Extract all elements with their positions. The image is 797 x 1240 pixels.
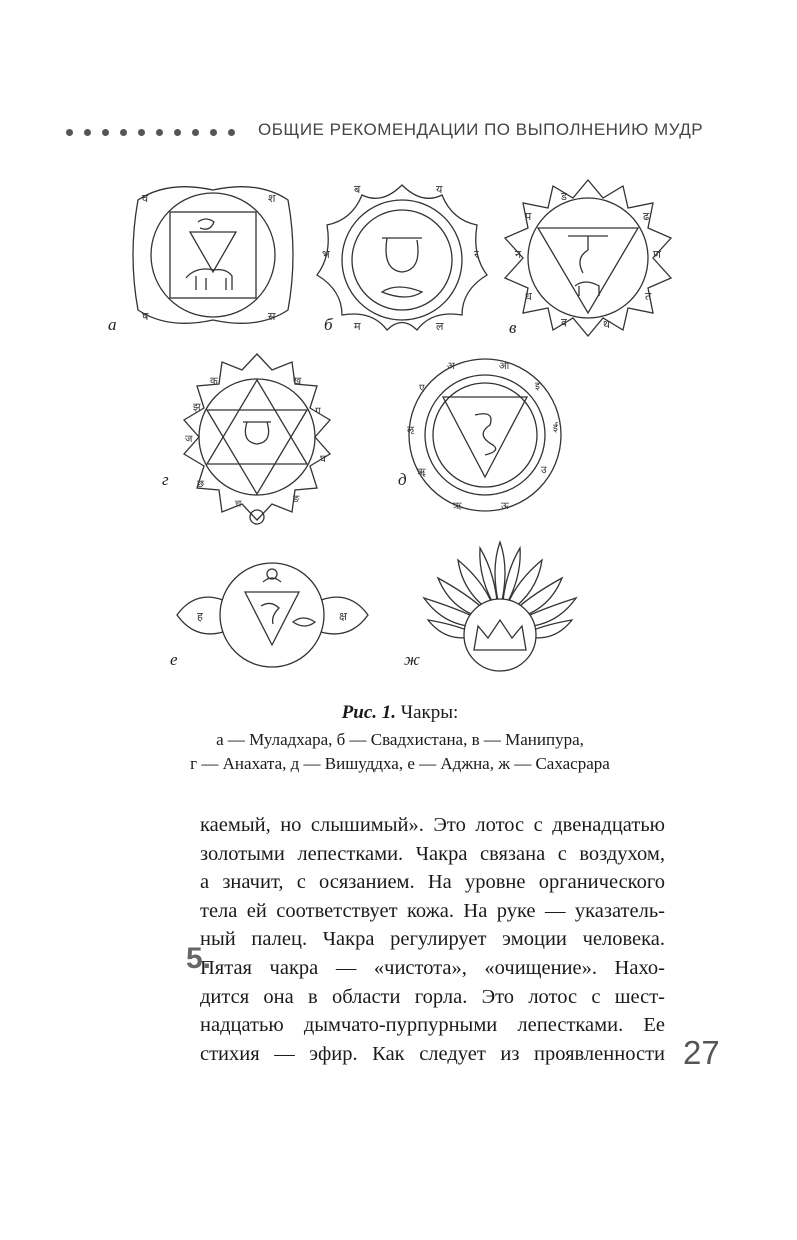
svg-text:ण: ण — [653, 248, 661, 261]
ajna-drawing — [175, 560, 370, 670]
sahasrara-drawing — [418, 540, 583, 675]
body-line: каемый, но слышимый». Это лотос с двенадцатью — [200, 814, 665, 836]
dot-icon — [174, 129, 181, 136]
svg-text:घ: घ — [320, 454, 326, 465]
caption-title-text: Чакры: — [396, 702, 459, 723]
svadhisthana-drawing — [312, 180, 492, 335]
svg-text:स: स — [268, 310, 276, 323]
svg-text:ढ: ढ — [643, 210, 650, 223]
anahata-drawing — [175, 352, 340, 527]
dot-icon — [156, 129, 163, 136]
running-header — [66, 120, 746, 144]
svg-text:ग: ग — [315, 406, 321, 417]
svg-text:ज: ज — [185, 434, 193, 445]
svg-text:ल: ल — [436, 320, 444, 333]
svg-text:प: प — [525, 210, 532, 223]
chakra-anahata-figure — [175, 352, 340, 527]
body-line: Пятая чакра — «чистота», «очищение». Нахо- — [200, 956, 665, 979]
svg-text:ई: ई — [553, 423, 558, 434]
body-line: надцатью дымчато-пурпурными лепестками. Ее — [200, 1014, 665, 1037]
body-line: а значит, с осязанием. На уровне органического — [200, 871, 665, 894]
svg-text:आ: आ — [499, 361, 510, 372]
dot-icon — [228, 129, 235, 136]
svg-text:व: व — [142, 192, 149, 205]
svg-text:भ: भ — [322, 248, 330, 261]
svg-text:अ: अ — [447, 361, 455, 372]
svg-text:झ: झ — [193, 402, 201, 413]
header-dots — [66, 129, 246, 137]
figure-label-e: е — [170, 650, 178, 669]
svg-text:श: श — [268, 192, 276, 205]
caption-prefix: Рис. 1. — [341, 702, 397, 723]
figure-label-b: б — [324, 315, 333, 334]
dot-icon — [138, 129, 145, 136]
chakra-svadhisthana-figure — [312, 180, 492, 335]
figure-caption-line-2: г — Анахата, д — Вишуддха, е — Аджна, ж — Сахасрара — [190, 754, 610, 773]
svg-text:न: न — [515, 248, 522, 261]
svg-text:य: य — [436, 183, 443, 196]
svg-text:द: द — [561, 316, 567, 329]
svg-text:ष: ष — [142, 310, 149, 323]
chakra-muladhara-figure — [128, 180, 298, 330]
figure-label-g: г — [162, 470, 169, 489]
svg-text:छ: छ — [197, 479, 205, 490]
svg-text:ए: ए — [419, 383, 425, 394]
svg-text:त: त — [645, 290, 652, 303]
svg-text:ङ: ङ — [293, 494, 300, 505]
svg-text:क: क — [210, 376, 218, 387]
dot-icon — [84, 129, 91, 136]
svg-text:उ: उ — [541, 465, 547, 476]
svg-text:ड: ड — [561, 190, 567, 203]
svg-text:ब: ब — [354, 183, 361, 196]
chakra-vishuddha-figure — [405, 355, 565, 515]
figure-caption-title — [100, 702, 700, 724]
svg-text:म: म — [354, 320, 361, 333]
svg-text:इ: इ — [535, 381, 540, 392]
figure-label-v: в — [509, 318, 517, 337]
body-line: ный палец. Чакра регулирует эмоции человека. — [200, 928, 665, 951]
page-number: 27 — [683, 1034, 720, 1071]
dot-icon — [192, 129, 199, 136]
figure-label-d: д — [398, 470, 407, 489]
dot-icon — [120, 129, 127, 136]
dot-icon — [102, 129, 109, 136]
chakra-manipura-figure — [503, 178, 673, 338]
svg-text:ध: ध — [525, 290, 532, 303]
body-line: золотыми лепестками. Чакра связана с воздухом, — [200, 842, 665, 865]
body-paragraph — [200, 811, 665, 1068]
chakra-sahasrara-figure — [418, 540, 583, 675]
svg-text:ऊ: ऊ — [501, 501, 509, 512]
chakra-ajna-figure — [175, 560, 370, 670]
body-line: дится она в области горла. Это лотос с шест- — [200, 985, 665, 1008]
figure-caption-line-1: а — Муладхара, б — Свадхистана, в — Манипура, — [216, 730, 584, 749]
figure-label-a: а — [108, 315, 117, 334]
manipura-drawing — [503, 178, 673, 338]
header-title: ОБЩИЕ РЕКОМЕНДАЦИИ ПО ВЫПОЛНЕНИЮ МУДР — [258, 120, 704, 139]
vishuddha-drawing — [405, 355, 565, 515]
svg-text:च: च — [235, 499, 242, 510]
muladhara-drawing — [128, 180, 298, 330]
figure-label-zh: ж — [404, 650, 420, 669]
svg-text:ॠ: ॠ — [417, 467, 426, 478]
dot-icon — [210, 129, 217, 136]
body-line: стихия — эфир. Как следует из проявленности — [200, 1042, 665, 1065]
svg-text:क्ष: क्ष — [339, 610, 347, 623]
body-line: тела ей соответствует кожа. На руке — указатель- — [200, 899, 665, 922]
svg-text:ऌ: ऌ — [407, 425, 414, 436]
dot-icon — [66, 129, 73, 136]
svg-text:ह: ह — [197, 610, 203, 623]
section-number: 5. — [186, 942, 212, 975]
svg-text:ऋ: ऋ — [453, 501, 462, 512]
svg-text:ख: ख — [293, 376, 302, 387]
svg-text:र: र — [474, 248, 479, 261]
svg-text:थ: थ — [603, 318, 611, 331]
